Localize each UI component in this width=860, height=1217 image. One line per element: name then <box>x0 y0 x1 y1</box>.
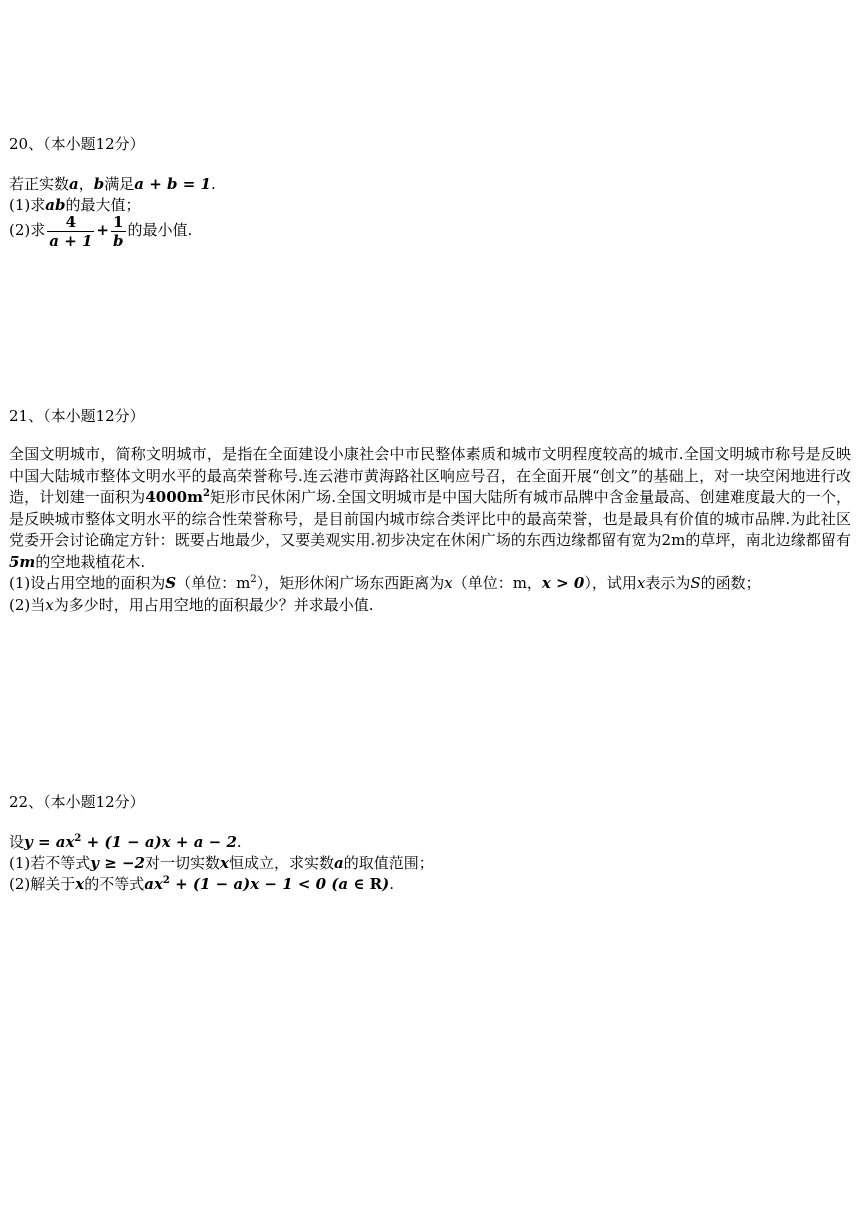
problem-22-question-1: (1)若不等式y ≥ −2对一切实数x恒成立，求实数a的取值范围； <box>9 854 434 872</box>
problem-21-question-2: (2)当x为多少时，用占用空地的面积最少？并求最小值. <box>9 595 374 614</box>
problem-20-question-2: (2)求 $\frac{4}{a + 1}$ + $\frac{1}{b}$ 的最小值. <box>9 212 193 250</box>
problem-22-heading: 22、（本小题12分） <box>9 793 145 811</box>
problem-22-question-2: (2)解关于x的不等式$ax^2 + (1 - a)x - 1 < 0$ (a ∈ R). <box>9 875 395 893</box>
problem-20-stem: 若正实数a，b满足a + b = 1. <box>9 175 216 193</box>
fraction-4-over-a-plus-1: $\frac{4}{a + 1}$ <box>49 212 93 250</box>
problem-20 <box>9 134 851 252</box>
problem-20-question-1: (1)求ab的最大值； <box>9 196 141 214</box>
problem-21-question-1: (1)设占用空地的面积为S（单位：$m^2$），矩形休闲广场东西距离为x（单位：m，x > 0），试用x表示为S的函数； <box>9 574 761 592</box>
problem-22-stem: 设$y = ax^2 + (1 - a)x + a - 2$. <box>9 833 242 851</box>
problem-22 <box>9 792 851 895</box>
problem-21-description: 全国文明城市，简称文明城市，是指在全面建设小康社会中市民整体素质和城市文明程度较高的城市.全国文明城市称号是反映中国大陆城市整体文明水平的最高荣誉称号.连云港市黄海路社区响应号召，在全面开展“创文”的基础上，对一块空闲地进行改造，计划建一面积为$4000m^2$矩形市民休闲广场.全国文明城市是中国大陆所有城市品牌中含金量最高、创建难度最大的一个，是反映城市整体文明水平的综合性荣誉称号，是目前国内城市综合类评比中的最高荣誉，也是最具有价值的城市品牌.为此社区党委开会讨论确定方针：既要占地最少，又要美观实用.初步决定在休闲广场的东西边缘都留有宽为2m的草坪，南北边缘都留有5m的空地栽植花木. <box>9 445 851 571</box>
fraction-1-over-b: $\frac{1}{b}$ <box>113 212 124 250</box>
problem-21-heading: 21、（本小题12分） <box>9 407 145 425</box>
problem-20-heading: 20、（本小题12分） <box>9 135 145 153</box>
problem-21 <box>9 406 851 616</box>
